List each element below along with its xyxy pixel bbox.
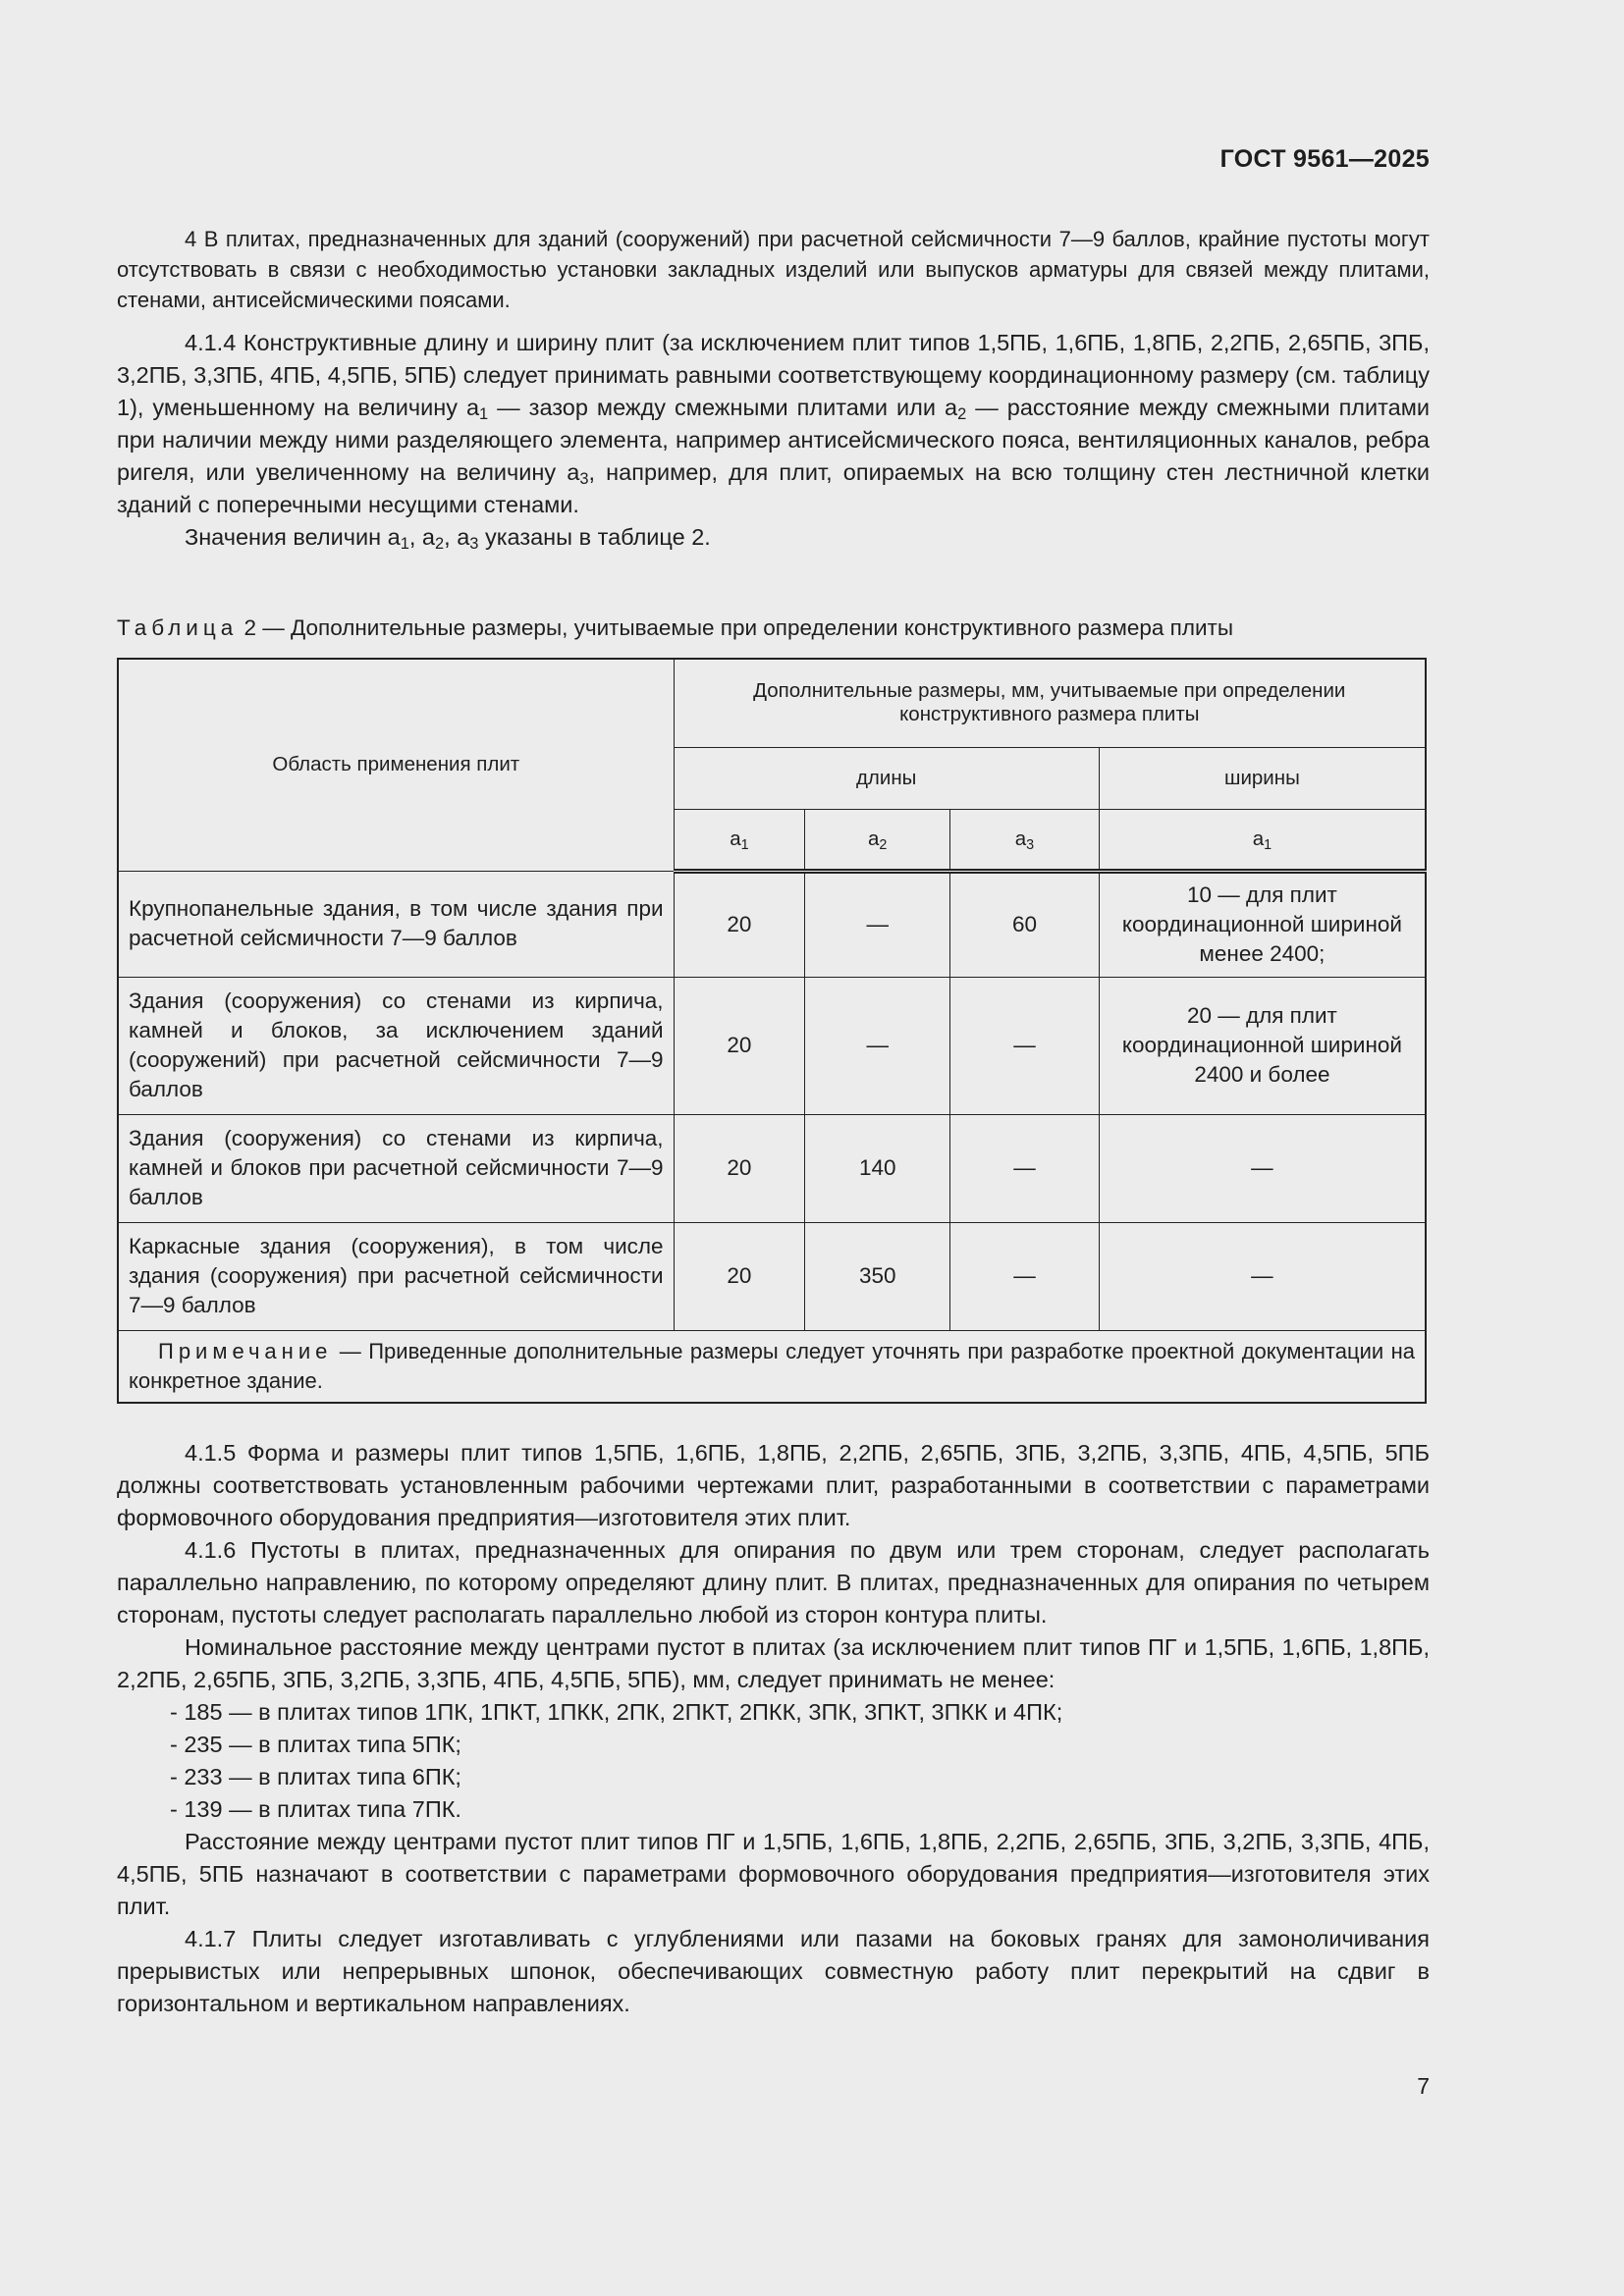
- area-cell: Каркасные здания (сооружения), в том числе здания (сооружения) при расчетной сейсмичности 7—9 баллов: [118, 1222, 674, 1330]
- area-cell: Крупнопанельные здания, в том числе здания при расчетной сейсмичности 7—9 баллов: [118, 871, 674, 977]
- a2-cell: —: [805, 871, 950, 977]
- table-caption: Таблица 2 — Дополнительные размеры, учитываемые при определении конструктивного размера плиты: [117, 615, 1234, 640]
- header-length: длины: [674, 747, 1099, 809]
- header-a1-length: $a_1$: [674, 809, 805, 871]
- list-item: - 185 — в плитах типов 1ПК, 1ПКТ, 1ПКК, 2ПК, 2ПКТ, 2ПКК, 3ПК, 3ПКТ, 3ПКК и 4ПК;: [170, 1699, 1063, 1725]
- table-2: [117, 658, 1427, 1404]
- width-a1-cell: 10 — для плит координационной шириной менее 2400;: [1099, 871, 1426, 977]
- a2-cell: —: [805, 977, 950, 1114]
- a1-cell: 20: [674, 977, 805, 1114]
- header-area: Область применения плит: [118, 659, 674, 871]
- table-row: [118, 871, 1426, 977]
- header-a2-length: $a_2$: [805, 809, 950, 871]
- width-a1-cell: 20 — для плит координационной шириной 2400 и более: [1099, 977, 1426, 1114]
- document-standard-header: ГОСТ 9561—2025: [1219, 145, 1430, 173]
- area-cell: Здания (сооружения) со стенами из кирпича, камней и блоков при расчетной сейсмичности 7—9 баллов: [118, 1114, 674, 1222]
- page-number: 7: [1417, 2073, 1430, 2099]
- a3-cell: 60: [950, 871, 1100, 977]
- area-cell: Здания (сооружения) со стенами из кирпича, камней и блоков, за исключением зданий (сооружений) при расчетной сейсмичности 7—9 баллов: [118, 977, 674, 1114]
- table-row: [118, 1222, 1426, 1330]
- distance-paragraph: Расстояние между центрами пустот плит типов ПГ и 1,5ПБ, 1,6ПБ, 1,8ПБ, 2,2ПБ, 2,65ПБ, 3ПБ, 3,2ПБ, 3,3ПБ, 4ПБ, 4,5ПБ, 5ПБ назначают в соответствии с параметрами формовочного оборудования предприятия—изготовителя этих плит.: [117, 1829, 1430, 1919]
- a1-cell: 20: [674, 871, 805, 977]
- values-reference-line: Значения величин $a_1$, $a_2$, $a_3$ указаны в таблице 2.: [185, 524, 711, 553]
- list-item: - 139 — в плитах типа 7ПК.: [170, 1796, 461, 1822]
- header-a1-width: $a_1$: [1099, 809, 1426, 871]
- a2-cell: 140: [805, 1114, 950, 1222]
- a1-cell: 20: [674, 1222, 805, 1330]
- header-a3-length: $a_3$: [950, 809, 1100, 871]
- upper-text-block: [117, 224, 1430, 554]
- a3-cell: —: [950, 977, 1100, 1114]
- table-note-row: [118, 1330, 1426, 1403]
- note-4: 4 В плитах, предназначенных для зданий (сооружений) при расчетной сейсмичности 7—9 баллов, крайние пустоты могут отсутствовать в связи с необходимостью установки закладных изделий или выпусков арматуры для связей между плитами, стенами, антисейсмическими поясами.: [117, 227, 1430, 312]
- list-item: - 235 — в плитах типа 5ПК;: [170, 1732, 461, 1757]
- table-row: [118, 1114, 1426, 1222]
- clause-4-1-4: 4.1.4 Конструктивные длину и ширину плит (за исключением плит типов 1,5ПБ, 1,6ПБ, 1,8ПБ, 2,2ПБ, 2,65ПБ, 3ПБ, 3,2ПБ, 3,3ПБ, 4ПБ, 4,5ПБ, 5ПБ) следует принимать равными соответствующему координационному размеру (см. таблицу 1), уменьшенному на величину $a_1$ — зазор между смежными плитами или $a_2$ — расстояние между смежными плитами при наличии между ними разделяющего элемента, например антисейсмического пояса, вентиляционных каналов, ребра ригеля, или увеличенному на величину $a_3$, например, для плит, опираемых на всю толщину стен лестничной клетки зданий с поперечными несущими стенами.: [117, 330, 1431, 517]
- table-note: Примечание — Приведенные дополнительные размеры следует уточнять при разработке проектной документации на конкретное здание.: [118, 1330, 1426, 1403]
- header-additional-sizes: Дополнительные размеры, мм, учитываемые при определении конструктивного размера плиты: [674, 659, 1426, 747]
- clause-4-1-5: 4.1.5 Форма и размеры плит типов 1,5ПБ, 1,6ПБ, 1,8ПБ, 2,2ПБ, 2,65ПБ, 3ПБ, 3,2ПБ, 3,3ПБ, 4ПБ, 4,5ПБ, 5ПБ должны соответствовать установленным рабочими чертежами плит, разработанными в соответствии с параметрами формовочного оборудования предприятия—изготовителя этих плит.: [117, 1440, 1430, 1530]
- width-a1-cell: —: [1099, 1114, 1426, 1222]
- table-row: [118, 977, 1426, 1114]
- nominal-distance-paragraph: Номинальное расстояние между центрами пустот в плитах (за исключением плит типов ПГ и 1,5ПБ, 1,6ПБ, 1,8ПБ, 2,2ПБ, 2,65ПБ, 3ПБ, 3,2ПБ, 3,3ПБ, 4ПБ, 4,5ПБ, 5ПБ), мм, следует принимать не менее:: [117, 1634, 1430, 1692]
- a3-cell: —: [950, 1222, 1100, 1330]
- a1-cell: 20: [674, 1114, 805, 1222]
- clause-4-1-6: 4.1.6 Пустоты в плитах, предназначенных для опирания по двум или трем сторонам, следует располагать параллельно направлению, по которому определяют длину плит. В плитах, предназначенных для опирания по четырем сторонам, пустоты следует располагать параллельно любой из сторон контура плиты.: [117, 1537, 1430, 1628]
- list-item: - 233 — в плитах типа 6ПК;: [170, 1764, 461, 1789]
- header-width: ширины: [1099, 747, 1426, 809]
- clause-4-1-7: 4.1.7 Плиты следует изготавливать с углублениями или пазами на боковых гранях для замоноличивания прерывистых или непрерывных шпонок, обеспечивающих совместную работу плит перекрытий на сдвиг в горизонтальном и вертикальном направлениях.: [117, 1926, 1430, 2016]
- a3-cell: —: [950, 1114, 1100, 1222]
- lower-text-block: [117, 1437, 1430, 2020]
- a2-cell: 350: [805, 1222, 950, 1330]
- width-a1-cell: —: [1099, 1222, 1426, 1330]
